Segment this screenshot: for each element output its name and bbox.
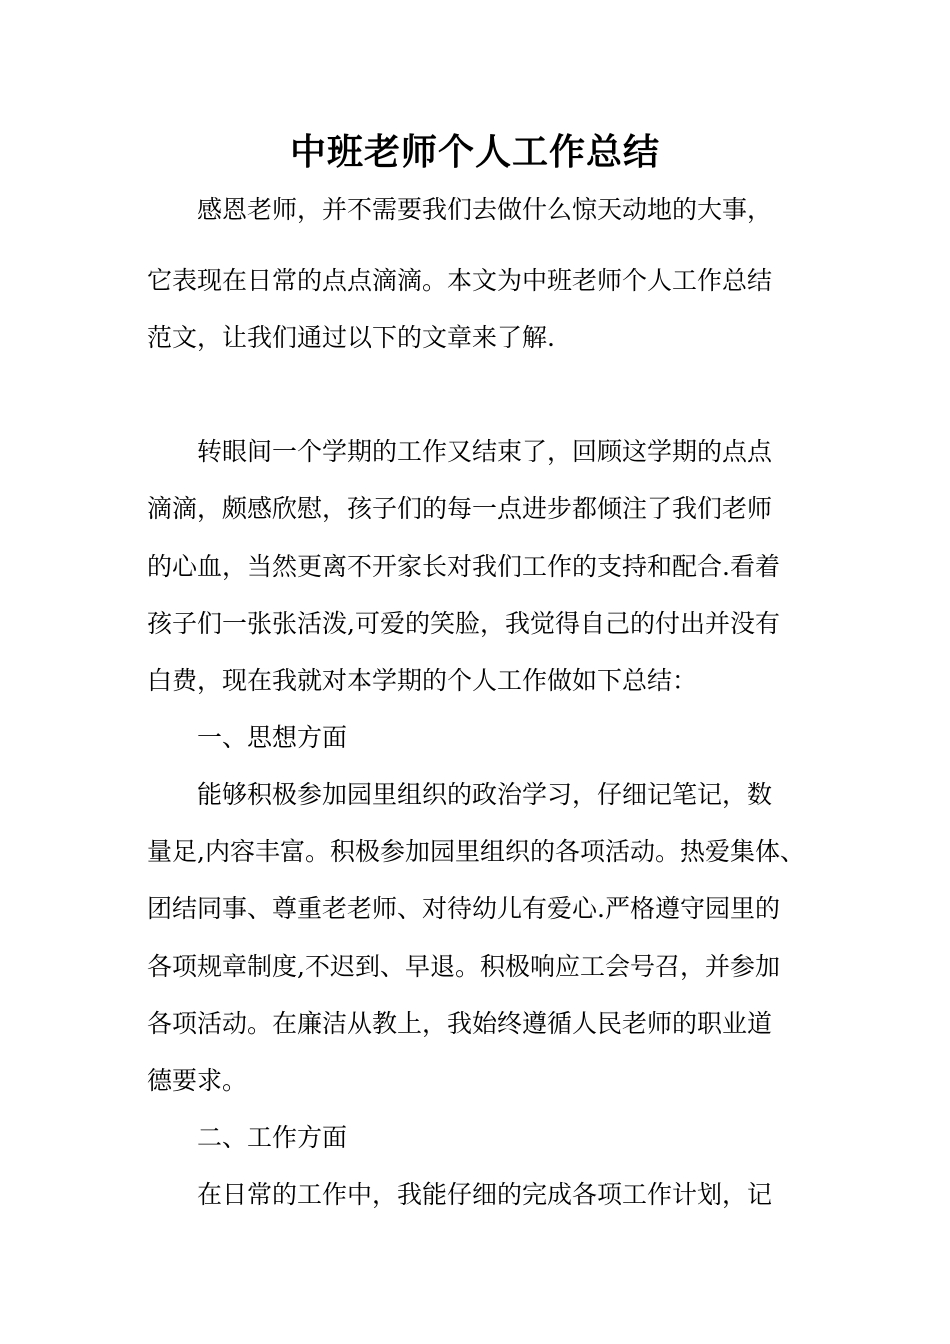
- paragraph-line: 范文，让我们通过以下的文章来了解.: [147, 323, 555, 352]
- paragraph-line: 它表现在日常的点点滴滴。本文为中班老师个人工作总结: [147, 266, 773, 295]
- section-heading: 二、工作方面: [197, 1123, 348, 1152]
- section-heading: 一、思想方面: [197, 723, 348, 752]
- paragraph-line: 感恩老师，并不需要我们去做什么惊天动地的大事，: [197, 195, 773, 224]
- document-title: 中班老师个人工作总结: [289, 131, 660, 173]
- paragraph-line: 能够积极参加园里组织的政治学习，仔细记笔记，数: [197, 780, 773, 809]
- paragraph-line: 德要求。: [147, 1066, 248, 1095]
- paragraph-line: 滴滴，颇感欣慰，孩子们的每一点进步都倾注了我们老师: [147, 494, 773, 523]
- paragraph-line: 各项活动。在廉洁从教上，我始终遵循人民老师的职业道: [147, 1009, 773, 1038]
- paragraph-line: 的心血，当然更离不开家长对我们工作的支持和配合.看着: [147, 552, 780, 581]
- paragraph-line: 在日常的工作中，我能仔细的完成各项工作计划，记: [197, 1180, 773, 1209]
- paragraph-line: 各项规章制度,不迟到、早退。积极响应工会号召，并参加: [147, 952, 780, 981]
- paragraph-line: 转眼间一个学期的工作又结束了，回顾这学期的点点: [197, 437, 773, 466]
- paragraph-line: 白费，现在我就对本学期的个人工作做如下总结：: [147, 666, 698, 695]
- paragraph-line: 孩子们一张张活泼,可爱的笑脸，我觉得自己的付出并没有: [147, 609, 780, 638]
- paragraph-line: 量足,内容丰富。积极参加园里组织的各项活动。热爱集体、: [147, 837, 805, 866]
- paragraph-line: 团结同事、尊重老老师、对待幼儿有爱心.严格遵守园里的: [147, 894, 780, 923]
